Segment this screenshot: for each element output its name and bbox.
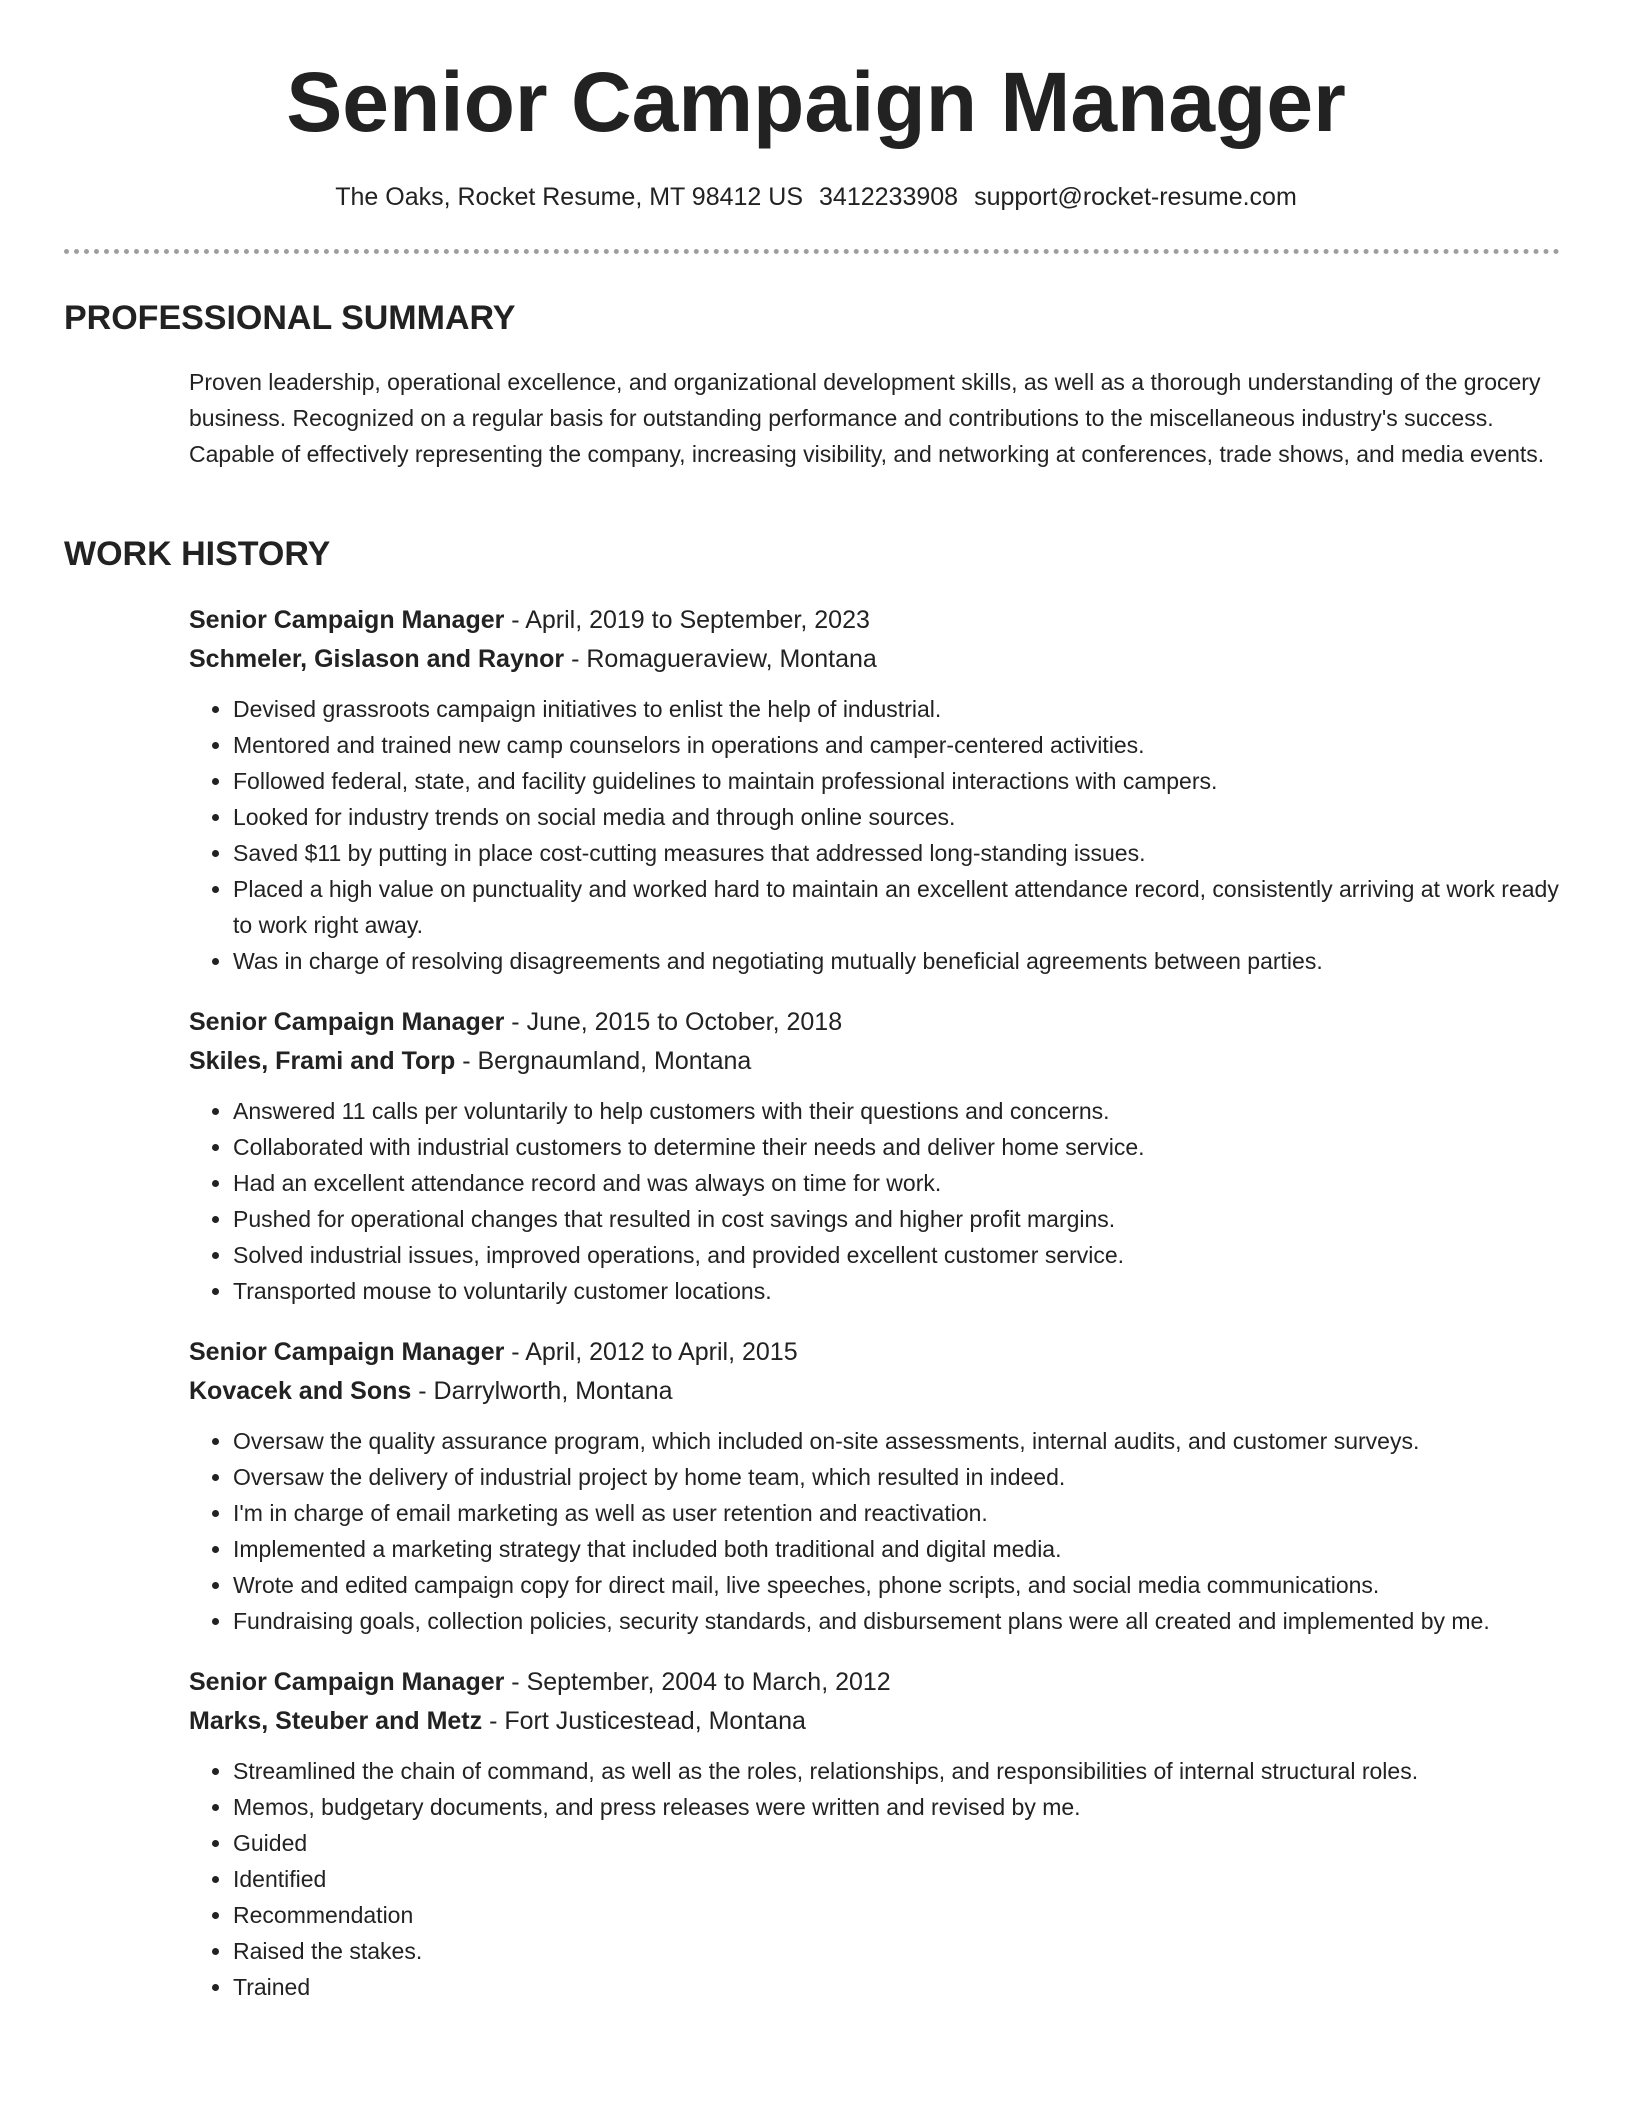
job-bullet: • Collaborated with industrial customers to determine their needs and deliver home service. — [233, 1129, 1561, 1165]
job-dates: - April, 2012 to April, 2015 — [504, 1338, 798, 1366]
job-bullet: • Memos, budgetary documents, and press releases were written and revised by me. — [233, 1789, 1561, 1825]
job-company-line — [189, 1702, 1561, 1741]
job-bullet: • Looked for industry trends on social media and through online sources. — [233, 799, 1561, 835]
job-bullet: • Trained — [233, 1969, 1561, 2005]
job-bullet-list — [189, 691, 1561, 979]
job-entry — [189, 1663, 1561, 2005]
job-bullet-list — [189, 1423, 1561, 1639]
job-dates: - April, 2019 to September, 2023 — [504, 606, 870, 634]
job-bullet: • Wrote and edited campaign copy for direct mail, live speeches, phone scripts, and social media communications. — [233, 1567, 1561, 1603]
work-history-list — [189, 601, 1561, 2029]
job-company: Schmeler, Gislason and Raynor — [189, 645, 565, 673]
job-company-line — [189, 1042, 1561, 1081]
job-bullet-list — [189, 1753, 1561, 2005]
job-entry — [189, 1003, 1561, 1309]
job-bullet: • Identified — [233, 1861, 1561, 1897]
job-entry — [189, 601, 1561, 979]
contact-address: The Oaks, Rocket Resume, MT 98412 US — [335, 183, 804, 211]
job-bullet: • Transported mouse to voluntarily customer locations. — [233, 1273, 1561, 1309]
job-bullet: • Fundraising goals, collection policies, security standards, and disbursement plans were all created and implemented by me. — [233, 1603, 1561, 1639]
summary-text: Proven leadership, operational excellence, and organizational development skills, as well as a thorough understanding of the grocery business. Recognized on a regular basis for outstanding performance and contributions to the miscellaneous industry's success. Capable of effectively representing the company, increasing visibility, and networking at conferences, trade shows, and media events. — [189, 369, 1545, 467]
work-history-heading: WORK HISTORY — [64, 535, 331, 573]
job-bullet: • Saved $11 by putting in place cost-cutting measures that addressed long-standing issues. — [233, 835, 1561, 871]
job-title-line — [189, 1003, 1561, 1042]
job-bullet-list — [189, 1093, 1561, 1309]
job-title: Senior Campaign Manager — [189, 606, 505, 634]
job-bullet: • Had an excellent attendance record and was always on time for work. — [233, 1165, 1561, 1201]
header-divider — [64, 249, 1560, 254]
job-bullet: • Raised the stakes. — [233, 1933, 1561, 1969]
job-company-line — [189, 640, 1561, 679]
job-bullet: • Streamlined the chain of command, as well as the roles, relationships, and responsibilities of internal structural roles. — [233, 1753, 1561, 1789]
job-title: Senior Campaign Manager — [189, 1668, 505, 1696]
job-bullet: • Guided — [233, 1825, 1561, 1861]
job-bullet: • Devised grassroots campaign initiatives to enlist the help of industrial. — [233, 691, 1561, 727]
job-bullet: • Oversaw the quality assurance program, which included on-site assessments, internal audits, and customer surveys. — [233, 1423, 1561, 1459]
job-dates: - September, 2004 to March, 2012 — [504, 1668, 891, 1696]
job-location: - Fort Justicestead, Montana — [482, 1707, 806, 1735]
job-location: - Darrylworth, Montana — [411, 1377, 673, 1405]
job-bullet: • Was in charge of resolving disagreements and negotiating mutually beneficial agreements between parties. — [233, 943, 1561, 979]
job-bullet: • Answered 11 calls per voluntarily to help customers with their questions and concerns. — [233, 1093, 1561, 1129]
contact-info — [0, 180, 1632, 214]
job-title-line — [189, 1333, 1561, 1372]
job-bullet: • I'm in charge of email marketing as well as user retention and reactivation. — [233, 1495, 1561, 1531]
resume-name: Senior Campaign Manager — [286, 55, 1346, 149]
job-bullet: • Implemented a marketing strategy that included both traditional and digital media. — [233, 1531, 1561, 1567]
contact-phone: 3412233908 — [819, 183, 959, 211]
job-bullet: • Followed federal, state, and facility guidelines to maintain professional interactions with campers. — [233, 763, 1561, 799]
job-entry — [189, 1333, 1561, 1639]
contact-email[interactable]: support@rocket-resume.com — [974, 183, 1297, 211]
job-title-line — [189, 601, 1561, 640]
job-company: Kovacek and Sons — [189, 1377, 412, 1405]
summary-heading: PROFESSIONAL SUMMARY — [64, 299, 516, 337]
job-bullet: • Pushed for operational changes that resulted in cost savings and higher profit margins. — [233, 1201, 1561, 1237]
job-location: - Bergnaumland, Montana — [455, 1047, 752, 1075]
job-bullet: • Placed a high value on punctuality and worked hard to maintain an excellent attendance record, consistently arriving at work ready to work right away. — [233, 871, 1561, 943]
job-bullet: • Mentored and trained new camp counselors in operations and camper-centered activities. — [233, 727, 1561, 763]
job-location: - Romagueraview, Montana — [564, 645, 877, 673]
job-title: Senior Campaign Manager — [189, 1338, 505, 1366]
job-bullet: • Solved industrial issues, improved operations, and provided excellent customer service. — [233, 1237, 1561, 1273]
job-company-line — [189, 1372, 1561, 1411]
job-company: Marks, Steuber and Metz — [189, 1707, 483, 1735]
job-bullet: • Recommendation — [233, 1897, 1561, 1933]
job-bullet: • Oversaw the delivery of industrial project by home team, which resulted in indeed. — [233, 1459, 1561, 1495]
job-company: Skiles, Frami and Torp — [189, 1047, 456, 1075]
job-title: Senior Campaign Manager — [189, 1008, 505, 1036]
job-dates: - June, 2015 to October, 2018 — [504, 1008, 843, 1036]
job-title-line — [189, 1663, 1561, 1702]
